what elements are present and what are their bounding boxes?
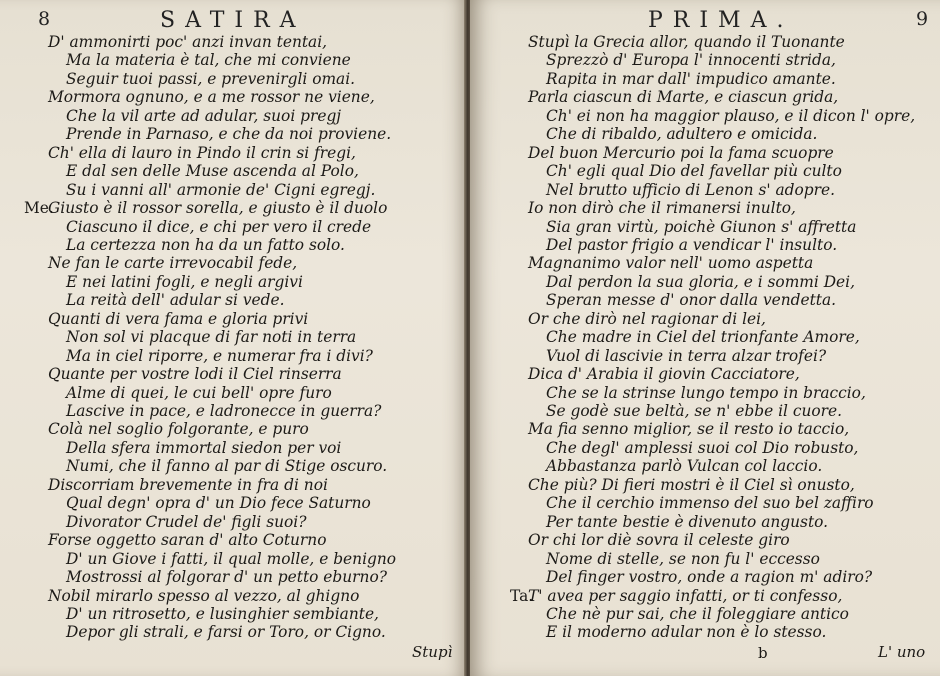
verse-text: Che la vil arte ad adular, suoi pregj [66,106,342,125]
verse-text: Ciascuno il dice, e chi per vero il crede [66,217,372,236]
verse-line [546,273,855,292]
verse-text: Del buon Mercurio poi la fama scuopre [528,143,834,162]
verse-text: Mormora ognuno, e a me rossor ne viene, [48,88,375,107]
verse-line [546,550,820,569]
verse-text: Prende in Parnaso, e che da noi proviene. [66,125,392,144]
verse-line [66,328,356,347]
verse-line [546,70,836,89]
verse-text: Della sfera immortal siedon per voi [66,438,342,457]
verse-line [546,494,874,513]
verse-text: Per tante bestie è divenuto angusto. [546,512,829,531]
signature-mark: b [758,644,768,662]
verse-text: Discorriam brevemente in fra di noi [48,475,328,494]
verse-text: Ma fia senno miglior, se il resto io taccio, [528,420,850,439]
verse-text: Or chi lor diè sovra il celeste giro [528,531,790,550]
verse-text: Nobil mirarlo spesso al vezzo, al ghigno [48,586,360,605]
verse-text: Lascive in pace, e ladronecce in guerra? [66,402,382,420]
verse-line [48,310,308,329]
verse-text: D' ammonirti poc' anzi invan tentai, [48,33,328,51]
verse-line [48,254,297,273]
verse-line [510,586,843,606]
verse-text: Non sol vi placque di far noti in terra [66,328,357,347]
verse-text: Stupì la Grecia allor, quando il Tuonante [528,33,845,51]
verse-text: Che più? Di fieri mostri è il Ciel sì onusto, [528,475,855,494]
verse-text: Qual degn' opra d' un Dio fece Saturno [66,494,371,513]
verse-text: Nome di stelle, se non fu l' eccesso [546,549,820,568]
verse-text: Ch' egli qual Dio del favellar più culto [546,162,842,181]
verse-line [66,605,379,624]
verse-text: Che madre in Ciel del trionfante Amore, [546,328,860,347]
verse-text: Che nè pur sai, che il foleggiare antico [546,604,849,623]
verse-line [546,568,872,587]
verse-line [66,347,373,366]
verse-text: Parla ciascun di Marte, e ciascun grida, [528,88,839,107]
speaker-label: Me. [24,199,54,218]
verse-line [528,420,849,439]
speaker-label: Ta. [510,586,534,605]
verse-line [66,384,332,403]
verse-text: Che se la strinse lungo tempo in braccio, [546,383,866,402]
verse-line [546,125,817,144]
verse-line [546,51,836,70]
verse-line [528,476,855,495]
verse-line [66,439,341,458]
verse-line [546,107,915,126]
verse-text: Nel brutto ufficio di Lenon s' adopre. [546,180,835,199]
verse-line [48,587,359,606]
verse-text: Forse oggetto saran d' alto Coturno [48,531,327,550]
verse-text: D' un Giove i fatti, il qual molle, e benigno [66,549,397,568]
verse-line [48,531,326,550]
verse-text: Ma la materia è tal, che mi conviene [66,51,351,70]
verse-line [546,384,866,403]
verse-line [24,199,388,218]
verse-line [66,51,351,70]
page-number-left: 8 [38,8,51,30]
verse-line [66,402,381,421]
verse-line [66,513,306,532]
verse-text: Che di ribaldo, adultero e omicida. [546,125,818,144]
verse-line [66,273,303,292]
verse-text: Abbastanza parlò Vulcan col laccio. [546,457,823,476]
verse-line [546,457,822,476]
verse-line [66,181,375,200]
verse-text: Dal perdon la sua gloria, e i sommi Dei, [546,272,855,291]
verse-line [546,291,836,310]
verse-line [48,476,328,495]
verse-line [528,531,790,550]
verse-line [528,144,834,163]
verse-text: Ch' ella di lauro in Pindo il crin si fregi, [48,143,356,162]
verse-text: Divorator Crudel de' figli suoi? [66,512,307,531]
catchword-left: Stupì [412,643,453,661]
verse-text: Che degl' amplessi suoi col Dio robusto, [546,438,859,457]
verse-text: Quanti di vera fama e gloria privi [48,309,309,328]
verse-text: Quante per vostre lodi il Ciel rinserra [48,365,342,384]
verse-line [546,162,842,181]
verse-line [66,457,387,476]
verse-text: La certezza non ha da un fatto solo. [66,235,345,254]
verse-text: Speran messe d' onor dalla vendetta. [546,291,837,310]
verse-line [528,88,838,107]
verse-line [546,605,849,624]
verse-text: Rapita in mar dall' impudico amante. [546,69,836,88]
verse-line [48,365,342,384]
verse-text: Sia gran virtù, poichè Giunon s' affretta [546,217,857,236]
verse-text: Seguir tuoi passi, e prevenirgli omai. [66,69,356,88]
page-number-right: 9 [916,8,929,30]
verse-text: Magnanimo valor nell' uomo aspetta [528,254,814,273]
running-head-right: PRIMA. [648,8,794,33]
verse-line [66,494,371,513]
verse-text: Sprezzò d' Europa l' innocenti strida, [546,51,836,70]
verse-text: Che il cerchio immenso del suo bel zaffiro [546,494,874,513]
verse-line [66,568,387,587]
verse-line [66,107,341,126]
verse-line [66,70,355,89]
verse-text: Su i vanni all' armonie de' Cigni egregj. [66,180,376,199]
verse-text: Dica d' Arabia il giovin Cacciatore, [528,365,800,384]
verse-text: Io non dirò che il rimanersi inulto, [528,199,796,218]
verse-line [528,254,813,273]
verse-line [66,125,391,144]
verse-line [528,365,800,384]
verse-line [546,623,826,642]
verse-text: Numi, che il fanno al par di Stige oscuro. [66,457,388,476]
verse-text: Del finger vostro, onde a ragion m' adiro? [546,568,873,587]
verse-text: Or che dirò nel ragionar di lei, [528,309,766,328]
verse-line [546,439,858,458]
verse-text: E il moderno adular non è lo stesso. [546,623,827,642]
verse-text: Mostrossi al folgorar d' un petto eburno? [66,568,387,587]
verse-text: Depor gli strali, e farsi or Toro, or Cigno. [66,623,386,642]
verse-text: Vuol di lascivie in terra alzar trofei? [546,346,827,365]
running-head-left: SATIRA [160,8,306,33]
left-page [0,0,466,676]
verse-line [66,218,371,237]
verse-text: D' un ritrosetto, e lusinghier sembiante, [66,604,379,623]
verse-line [546,513,828,532]
verse-text: Ne fan le carte irrevocabil fede, [48,254,298,273]
verse-line [528,33,845,52]
verse-text: La reità dell' adular si vede. [66,291,285,310]
verse-line [48,144,356,163]
verse-line [528,310,766,329]
verse-line [528,199,796,218]
verse-text: T' avea per saggio infatti, or ti confesso, [528,586,843,605]
verse-text: Alme di quei, le cui bell' opre furo [66,383,332,402]
verse-line [546,347,826,366]
verse-line [66,623,386,642]
verse-line [66,162,359,181]
verse-text: Ch' ei non ha maggior plauso, e il dicon l' opre, [546,106,916,125]
verse-line [48,420,309,439]
right-page [470,0,940,676]
verse-text: Giusto è il rossor sorella, e giusto è il duolo [48,199,388,218]
verse-text: Se godè sue beltà, se n' ebbe il cuore. [546,402,842,420]
verse-line [66,550,396,569]
verse-text: E dal sen delle Muse ascenda al Polo, [66,162,359,181]
verse-line [66,291,285,310]
verse-line [66,236,345,255]
verse-line [546,218,856,237]
verse-text: E nei latini fogli, e negli argivi [66,272,303,291]
catchword-right: L' uno [878,643,926,661]
verse-line [48,88,375,107]
verse-line [48,33,327,52]
verse-text: Ma in ciel riporre, e numerar fra i divi? [66,346,373,365]
verse-line [546,236,837,255]
verse-text: Colà nel soglio folgorante, e puro [48,420,309,439]
verse-line [546,328,860,347]
verse-line [546,402,842,421]
verse-line [546,181,835,200]
verse-text: Del pastor frigio a vendicar l' insulto. [546,235,838,254]
